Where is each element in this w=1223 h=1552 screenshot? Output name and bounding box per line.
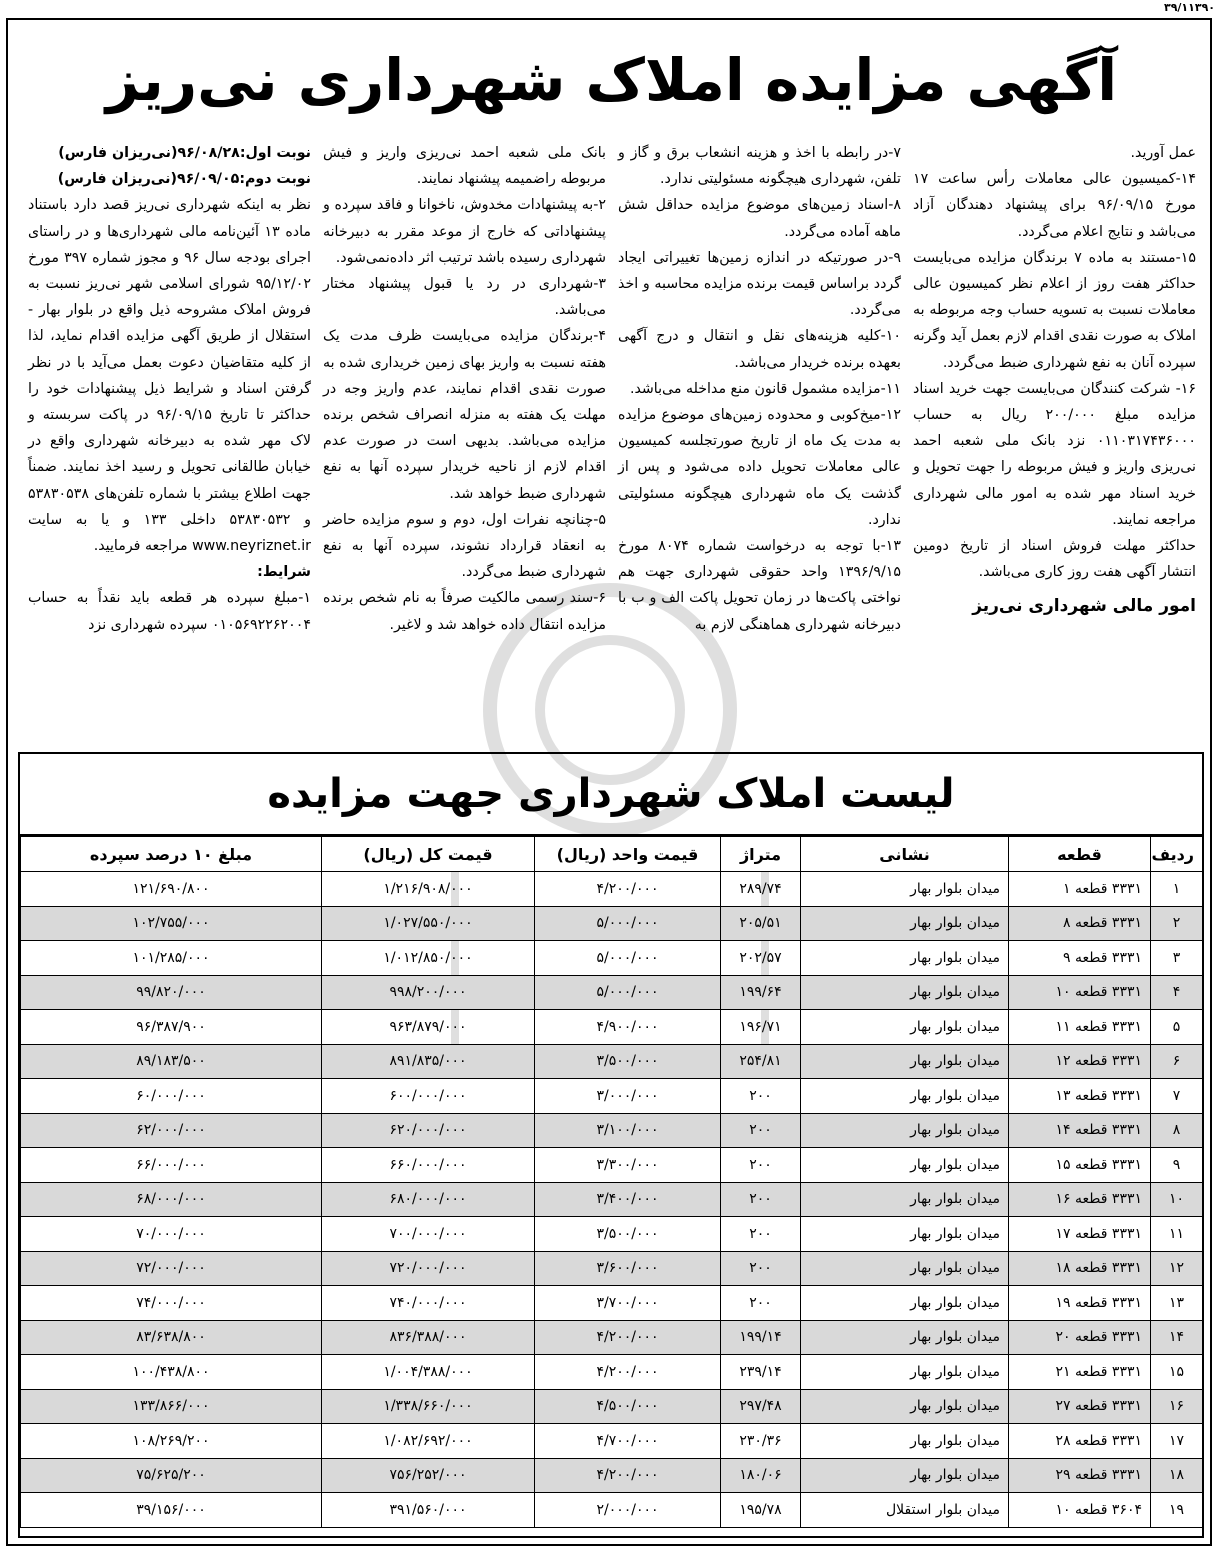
cell-address: میدان بلوار بهار: [801, 1320, 1009, 1355]
cell-total-price: ۸۳۶/۳۸۸/۰۰۰: [322, 1320, 535, 1355]
cell-area: ۲۰۰: [721, 1079, 801, 1114]
cell-row-number: ۹: [1151, 1148, 1203, 1183]
cell-deposit: ۶۲/۰۰۰/۰۰۰: [21, 1113, 322, 1148]
cell-row-number: ۲: [1151, 906, 1203, 941]
table-header-row: [21, 837, 1203, 872]
cell-area: ۲۰۰: [721, 1286, 801, 1321]
notice-columns: [22, 140, 1202, 740]
notice-paragraph: ۷-در رابطه با اخذ و هزینه انشعاب برق و گاز و تلفن، شهرداری هیچگونه مسئولیتی ندارد.: [618, 145, 901, 188]
table-row: [21, 1079, 1203, 1114]
cell-unit-price: ۵/۰۰۰/۰۰۰: [535, 906, 721, 941]
cell-row-number: ۱۷: [1151, 1424, 1203, 1459]
cell-total-price: ۱/۰۰۴/۳۸۸/۰۰۰: [322, 1355, 535, 1390]
cell-parcel: ۳۳۳۱ قطعه ۱۵: [1009, 1148, 1151, 1183]
cell-area: ۱۹۹/۶۴: [721, 975, 801, 1010]
notice-paragraph: ۱۵-مستند به ماده ۷ برندگان مزایده می‌بایست حداکثر هفت روز از اعلام نظر کمیسیون عالی معاملات نسبت به تسویه حساب وجه مربوطه به املاک به صورت نقدی اقدام لازم بعمل آید وگرنه سپرده آنان به نفع شهرداری ضبط می‌گردد.: [913, 249, 1196, 371]
cell-total-price: ۹۶۳/۸۷۹/۰۰۰: [322, 1010, 535, 1045]
table-row: [21, 1286, 1203, 1321]
cell-area: ۱۹۹/۱۴: [721, 1320, 801, 1355]
notice-paragraph: ۹-در صورتیکه در اندازه زمین‌ها تغییراتی ایجاد گردد براساس قیمت برنده مزایده محاسبه و اخذ می‌گردد.: [618, 249, 901, 319]
cell-row-number: ۳: [1151, 941, 1203, 976]
cell-unit-price: ۳/۵۰۰/۰۰۰: [535, 1217, 721, 1252]
cell-unit-price: ۴/۲۰۰/۰۰۰: [535, 1320, 721, 1355]
cell-unit-price: ۳/۴۰۰/۰۰۰: [535, 1182, 721, 1217]
cell-deposit: ۱۰۱/۲۸۵/۰۰۰: [21, 941, 322, 976]
cell-unit-price: ۵/۰۰۰/۰۰۰: [535, 941, 721, 976]
cell-deposit: ۳۹/۱۵۶/۰۰۰: [21, 1493, 322, 1528]
cell-total-price: ۷۴۰/۰۰۰/۰۰۰: [322, 1286, 535, 1321]
cell-unit-price: ۳/۵۰۰/۰۰۰: [535, 1044, 721, 1079]
cell-parcel: ۳۳۳۱ قطعه ۱۰: [1009, 975, 1151, 1010]
signature-text: امور مالی شهرداری نی‌ریز: [972, 596, 1196, 617]
cell-unit-price: ۴/۹۰۰/۰۰۰: [535, 1010, 721, 1045]
cell-parcel: ۳۳۳۱ قطعه ۲۰: [1009, 1320, 1151, 1355]
cell-total-price: ۱/۰۱۲/۸۵۰/۰۰۰: [322, 941, 535, 976]
table-row: [21, 1148, 1203, 1183]
notice-column-1: [22, 140, 317, 740]
cell-address: میدان بلوار بهار: [801, 872, 1009, 907]
cell-area: ۲۰۰: [721, 1148, 801, 1183]
cell-unit-price: ۳/۰۰۰/۰۰۰: [535, 1079, 721, 1114]
cell-deposit: ۹۹/۸۲۰/۰۰۰: [21, 975, 322, 1010]
cell-parcel: ۳۳۳۱ قطعه ۱۲: [1009, 1044, 1151, 1079]
cell-row-number: ۱۱: [1151, 1217, 1203, 1252]
cell-area: ۲۰۵/۵۱: [721, 906, 801, 941]
cell-row-number: ۴: [1151, 975, 1203, 1010]
cell-address: میدان بلوار بهار: [801, 941, 1009, 976]
cell-total-price: ۱/۲۱۶/۹۰۸/۰۰۰: [322, 872, 535, 907]
cell-area: ۱۹۶/۷۱: [721, 1010, 801, 1045]
notice-column-2: [317, 140, 612, 740]
table-row: [21, 1320, 1203, 1355]
cell-area: ۲۵۴/۸۱: [721, 1044, 801, 1079]
notice-paragraph: عمل آورید.: [1130, 145, 1196, 161]
cell-address: میدان بلوار بهار: [801, 1355, 1009, 1390]
cell-deposit: ۷۴/۰۰۰/۰۰۰: [21, 1286, 322, 1321]
table-row: [21, 1355, 1203, 1390]
cell-parcel: ۳۶۰۴ قطعه ۱۰: [1009, 1493, 1151, 1528]
header-total-price: قیمت کل (ریال): [322, 837, 535, 872]
cell-area: ۲۸۹/۷۴: [721, 872, 801, 907]
cell-address: میدان بلوار بهار: [801, 1182, 1009, 1217]
cell-row-number: ۷: [1151, 1079, 1203, 1114]
cell-deposit: ۷۵/۶۲۵/۲۰۰: [21, 1458, 322, 1493]
cell-deposit: ۱۰۲/۷۵۵/۰۰۰: [21, 906, 322, 941]
cell-row-number: ۱۶: [1151, 1389, 1203, 1424]
header-area: متراژ: [721, 837, 801, 872]
cell-area: ۲۰۰: [721, 1251, 801, 1286]
table-row: [21, 872, 1203, 907]
notice-paragraph: ۱۰-کلیه هزینه‌های نقل و انتقال و درج آگهی بعهده برنده خریدار می‌باشد.: [618, 328, 901, 371]
cell-parcel: ۳۳۳۱ قطعه ۱۳: [1009, 1079, 1151, 1114]
cell-deposit: ۷۰/۰۰۰/۰۰۰: [21, 1217, 322, 1252]
cell-row-number: ۱۴: [1151, 1320, 1203, 1355]
table-body: [21, 872, 1203, 1528]
notice-paragraph: ۲-به پیشنهادات مخدوش، ناخوانا و فاقد سپرده و پیشنهاداتی که خارج از موعد مقرر به دبیرخانه شهرداری رسیده باشد ترتیب اثر داده‌نمی‌شود.: [323, 197, 606, 266]
cell-total-price: ۳۹۱/۵۶۰/۰۰۰: [322, 1493, 535, 1528]
page-title: آگهی مزایده املاک شهرداری نی‌ریز: [105, 46, 1118, 114]
header-parcel: قطعه: [1009, 837, 1151, 872]
cell-address: میدان بلوار بهار: [801, 1010, 1009, 1045]
cell-deposit: ۶۸/۰۰۰/۰۰۰: [21, 1182, 322, 1217]
cell-address: میدان بلوار بهار: [801, 1217, 1009, 1252]
cell-parcel: ۳۳۳۱ قطعه ۹: [1009, 941, 1151, 976]
cell-area: ۲۰۰: [721, 1182, 801, 1217]
cell-address: میدان بلوار بهار: [801, 975, 1009, 1010]
cell-row-number: ۱۰: [1151, 1182, 1203, 1217]
cell-deposit: ۱۰۸/۲۶۹/۲۰۰: [21, 1424, 322, 1459]
property-list: [18, 752, 1204, 1538]
table-row: [21, 1044, 1203, 1079]
notice-paragraph: بانک ملی شعبه احمد نی‌ریزی واریز و فیش مربوطه راضمیمه پیشنهاد نمایند.: [323, 145, 606, 188]
cell-row-number: ۶: [1151, 1044, 1203, 1079]
cell-address: میدان بلوار بهار: [801, 1286, 1009, 1321]
cell-deposit: ۱۰۰/۴۳۸/۸۰۰: [21, 1355, 322, 1390]
cell-deposit: ۸۹/۱۸۳/۵۰۰: [21, 1044, 322, 1079]
cell-parcel: ۳۳۳۱ قطعه ۸: [1009, 906, 1151, 941]
cell-area: ۲۰۰: [721, 1113, 801, 1148]
cell-row-number: ۱۲: [1151, 1251, 1203, 1286]
table-row: [21, 1251, 1203, 1286]
table-row: [21, 1389, 1203, 1424]
cell-total-price: ۷۰۰/۰۰۰/۰۰۰: [322, 1217, 535, 1252]
cell-address: میدان بلوار بهار: [801, 1113, 1009, 1148]
notice-column-4: [907, 140, 1202, 740]
cell-unit-price: ۴/۷۰۰/۰۰۰: [535, 1424, 721, 1459]
cell-total-price: ۹۹۸/۲۰۰/۰۰۰: [322, 975, 535, 1010]
table-row: [21, 1217, 1203, 1252]
table-row: [21, 1113, 1203, 1148]
cell-row-number: ۱۵: [1151, 1355, 1203, 1390]
cell-parcel: ۳۳۳۱ قطعه ۲۱: [1009, 1355, 1151, 1390]
cell-area: ۲۹۷/۴۸: [721, 1389, 801, 1424]
cell-total-price: ۱/۳۳۸/۶۶۰/۰۰۰: [322, 1389, 535, 1424]
cell-row-number: ۱۸: [1151, 1458, 1203, 1493]
table-title: لیست املاک شهرداری جهت مزایده: [20, 754, 1202, 836]
table-row: [21, 906, 1203, 941]
notice-paragraph: ۵-چنانچه نفرات اول، دوم و سوم مزایده حاضر به انعقاد قرارداد نشوند، سپرده آنها به نفع شهرداری ضبط می‌گردد.: [323, 511, 606, 581]
notice-paragraph: ۱۳-با توجه به درخواست شماره ۸۰۷۴ مورخ ۱۳۹۶/۹/۱۵ واحد حقوقی شهرداری جهت هم نواختی پاکت‌ها در زمان تحویل پاکت الف و ب با دبیرخانه شهرداری هماهنگی لازم به: [618, 538, 901, 633]
notice-paragraph: نظر به اینکه شهرداری نی‌ریز قصد دارد باستناد ماده ۱۳ آئین‌نامه مالی شهرداری‌ها و در راستای اجرای بودجه سال ۹۶ و مجوز شماره ۳۹۷ مورخ ۹۵/۱۲/۰۲ شورای اسلامی شهر نی‌ریز نسبت به فروش املاک مشروحه ذیل واقع در بلوار بهار - استقلال از طریق آگهی مزایده اقدام نماید، لذا از کلیه متقاضیان دعوت بعمل می‌آید با در نظر گرفتن اسناد و شرایط ذیل پیشنهادات خود را حداکثر تا تاریخ ۹۶/۰۹/۱۵ در پاکت سربسته و لاک مهر شده به دبیرخانه شهرداری واقع در خیابان طالقانی تحویل و رسید اخذ نمایند. ضمناً جهت اطلاع بیشتر با شماره تلفن‌های ۵۳۸۳۰۵۳۸ و ۵۳۸۳۰۵۳۲ داخلی ۱۳۳ و یا به سایت www.neyriznet.ir مراجعه فرمایید.: [28, 197, 312, 555]
cell-total-price: ۷۵۶/۲۵۲/۰۰۰: [322, 1458, 535, 1493]
cell-parcel: ۳۳۳۱ قطعه ۲۹: [1009, 1458, 1151, 1493]
cell-deposit: ۱۳۳/۸۶۶/۰۰۰: [21, 1389, 322, 1424]
cell-unit-price: ۵/۰۰۰/۰۰۰: [535, 975, 721, 1010]
cell-address: میدان بلوار بهار: [801, 1424, 1009, 1459]
cell-area: ۲۰۰: [721, 1217, 801, 1252]
cell-unit-price: ۴/۲۰۰/۰۰۰: [535, 1458, 721, 1493]
notice-paragraph: حداکثر مهلت فروش اسناد از تاریخ دومین انتشار آگهی هفت روز کاری می‌باشد.: [913, 538, 1196, 581]
cell-total-price: ۷۲۰/۰۰۰/۰۰۰: [322, 1251, 535, 1286]
notice-paragraph: ۸-اسناد زمین‌های موضوع مزایده حداقل شش ماهه آماده می‌گردد.: [618, 197, 901, 240]
cell-total-price: ۸۹۱/۸۳۵/۰۰۰: [322, 1044, 535, 1079]
notice-paragraph: نوبت دوم:۹۶/۰۹/۰۵(نی‌ریزان فارس): [57, 171, 311, 188]
cell-parcel: ۳۳۳۱ قطعه ۱۴: [1009, 1113, 1151, 1148]
notice-paragraph: ۱۴-کمیسیون عالی معاملات رأس ساعت ۱۷ مورخ ۹۶/۰۹/۱۵ برای پیشنهاد دهندگان آزاد می‌باشد و نتایج اعلام می‌گردد.: [913, 171, 1196, 240]
cell-address: میدان بلوار بهار: [801, 1079, 1009, 1114]
cell-total-price: ۶۲۰/۰۰۰/۰۰۰: [322, 1113, 535, 1148]
cell-parcel: ۳۳۳۱ قطعه ۲۸: [1009, 1424, 1151, 1459]
cell-parcel: ۳۳۳۱ قطعه ۱۷: [1009, 1217, 1151, 1252]
cell-deposit: ۹۶/۳۸۷/۹۰۰: [21, 1010, 322, 1045]
cell-unit-price: ۴/۲۰۰/۰۰۰: [535, 1355, 721, 1390]
cell-unit-price: ۳/۱۰۰/۰۰۰: [535, 1113, 721, 1148]
cell-area: ۲۳۹/۱۴: [721, 1355, 801, 1390]
table-row: [21, 975, 1203, 1010]
cell-unit-price: ۳/۳۰۰/۰۰۰: [535, 1148, 721, 1183]
notice-paragraph: شرایط:: [257, 564, 311, 581]
cell-total-price: ۶۶۰/۰۰۰/۰۰۰: [322, 1148, 535, 1183]
notice-paragraph: ۱۶- شرکت کنندگان می‌بایست جهت خرید اسناد مزایده مبلغ ۲۰۰/۰۰۰ ریال به حساب ۰۱۱۰۳۱۷۴۳۶۰۰۰ نزد بانک ملی شعبه احمد نی‌ریزی واریز و فیش مربوطه را جهت تحویل و خرید اسناد مهر شده به امور مالی شهرداری مراجعه نمایند.: [913, 380, 1196, 528]
cell-unit-price: ۴/۵۰۰/۰۰۰: [535, 1389, 721, 1424]
cell-area: ۱۸۰/۰۶: [721, 1458, 801, 1493]
table-row: [21, 1458, 1203, 1493]
cell-deposit: ۶۰/۰۰۰/۰۰۰: [21, 1079, 322, 1114]
notice-paragraph: ۳-شهرداری در رد یا قبول پیشنهاد مختار می‌باشد.: [323, 276, 606, 319]
cell-unit-price: ۴/۲۰۰/۰۰۰: [535, 872, 721, 907]
notice-paragraph: ۱۱-مزایده مشمول قانون منع مداخله می‌باشد.: [629, 380, 901, 397]
cell-deposit: ۸۳/۶۳۸/۸۰۰: [21, 1320, 322, 1355]
notice-paragraph: نوبت اول:۹۶/۰۸/۲۸(نی‌ریزان فارس): [58, 145, 311, 161]
header-deposit: مبلغ ۱۰ درصد سپرده: [21, 837, 322, 872]
cell-area: ۲۰۲/۵۷: [721, 941, 801, 976]
cell-address: میدان بلوار بهار: [801, 1251, 1009, 1286]
cell-total-price: ۱/۰۸۲/۶۹۲/۰۰۰: [322, 1424, 535, 1459]
cell-total-price: ۶۰۰/۰۰۰/۰۰۰: [322, 1079, 535, 1114]
cell-address: میدان بلوار بهار: [801, 1148, 1009, 1183]
cell-parcel: ۳۳۳۱ قطعه ۲۷: [1009, 1389, 1151, 1424]
cell-area: ۲۳۰/۳۶: [721, 1424, 801, 1459]
cell-parcel: ۳۳۳۱ قطعه ۱۹: [1009, 1286, 1151, 1321]
cell-unit-price: ۳/۷۰۰/۰۰۰: [535, 1286, 721, 1321]
table-row: [21, 941, 1203, 976]
table-row: [21, 1424, 1203, 1459]
header-row-number: ردیف: [1151, 837, 1203, 872]
table-row: [21, 1182, 1203, 1217]
cell-deposit: ۷۲/۰۰۰/۰۰۰: [21, 1251, 322, 1286]
notice-column-3: [612, 140, 907, 740]
cell-address: میدان بلوار بهار: [801, 1044, 1009, 1079]
cell-row-number: ۵: [1151, 1010, 1203, 1045]
cell-address: میدان بلوار بهار: [801, 1389, 1009, 1424]
cell-row-number: ۱۹: [1151, 1493, 1203, 1528]
cell-parcel: ۳۳۳۱ قطعه ۱۶: [1009, 1182, 1151, 1217]
cell-address: میدان بلوار بهار: [801, 906, 1009, 941]
property-table: [20, 836, 1203, 1528]
cell-address: میدان بلوار استقلال: [801, 1493, 1009, 1528]
cell-unit-price: ۳/۶۰۰/۰۰۰: [535, 1251, 721, 1286]
cell-row-number: ۱: [1151, 872, 1203, 907]
notice-paragraph: ۱۲-میخ‌کوبی و محدوده زمین‌های موضوع مزایده به مدت یک ماه از تاریخ صورتجلسه کمیسیون عالی معاملات تحویل داده می‌شود و پس از گذشت یک ماه شهرداری هیچگونه مسئولیتی ندارد.: [618, 407, 901, 528]
notice-paragraph: ۱-مبلغ سپرده هر قطعه باید نقداً به حساب ۰۱۰۵۶۹۲۲۶۲۰۰۴ سپرده شهرداری نزد: [28, 590, 311, 633]
cell-parcel: ۳۳۳۱ قطعه ۱۱: [1009, 1010, 1151, 1045]
cell-parcel: ۳۳۳۱ قطعه ۱۸: [1009, 1251, 1151, 1286]
notice-paragraph: ۴-برندگان مزایده می‌بایست ظرف مدت یک هفته نسبت به واریز بهای زمین خریداری شده به صورت نقدی اقدام نمایند، عدم واریز وجه در مهلت یک هفته به منزله انصراف شخص برنده مزایده می‌باشد. بدیهی است در صورت عدم اقدام لازم از ناحیه خریدار سپرده آنها به نفع شهرداری ضبط خواهد شد.: [323, 328, 606, 502]
cell-row-number: ۱۳: [1151, 1286, 1203, 1321]
header-unit-price: قیمت واحد (ریال): [535, 837, 721, 872]
cell-total-price: ۱/۰۲۷/۵۵۰/۰۰۰: [322, 906, 535, 941]
header-address: نشانی: [801, 837, 1009, 872]
cell-row-number: ۸: [1151, 1113, 1203, 1148]
cell-total-price: ۶۸۰/۰۰۰/۰۰۰: [322, 1182, 535, 1217]
table-row: [21, 1010, 1203, 1045]
cell-address: میدان بلوار بهار: [801, 1458, 1009, 1493]
table-row: [21, 1493, 1203, 1528]
cell-deposit: ۶۶/۰۰۰/۰۰۰: [21, 1148, 322, 1183]
cell-deposit: ۱۲۱/۶۹۰/۸۰۰: [21, 872, 322, 907]
cell-parcel: ۳۳۳۱ قطعه ۱: [1009, 872, 1151, 907]
cell-area: ۱۹۵/۷۸: [721, 1493, 801, 1528]
cell-unit-price: ۲/۰۰۰/۰۰۰: [535, 1493, 721, 1528]
reference-number: ۳۹/۱۱۳۹۰: [1163, 1, 1215, 14]
notice-paragraph: ۶-سند رسمی مالکیت صرفاً به نام شخص برنده مزایده انتقال داده خواهد شد و لاغیر.: [323, 590, 606, 633]
